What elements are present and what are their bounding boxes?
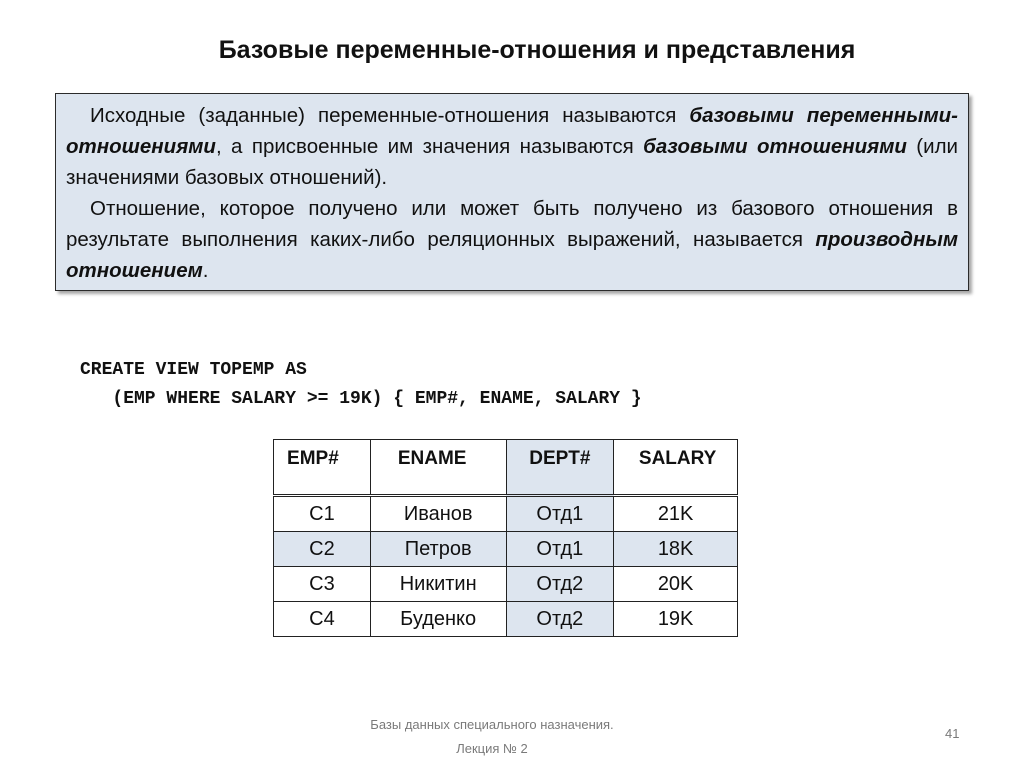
code-line: CREATE VIEW TOPEMP AS <box>80 360 307 380</box>
cell-emp-no: С1 <box>274 496 371 532</box>
cell-emp-no: С4 <box>274 602 371 637</box>
term-derived-relation: производным отношением <box>66 228 958 282</box>
cell-salary: 21K <box>614 496 738 532</box>
definition-text: , а присвоенные им значения называются <box>215 135 644 158</box>
code-line: (EMP WHERE SALARY >= 19K) { EMP#, ENAME, SALARY } <box>80 389 642 409</box>
slide-title: Базовые переменные-отношения и представления <box>218 36 856 64</box>
page-number: 41 <box>945 726 960 741</box>
cell-emp-no: С3 <box>274 567 371 602</box>
cell-emp-no: С2 <box>274 532 371 567</box>
cell-dept-no: Отд2 <box>506 567 614 602</box>
term-base-relvars: базовыми переменными-отношениями <box>66 104 958 158</box>
table-row <box>274 496 738 532</box>
header-ename: ENAME <box>370 440 506 496</box>
cell-dept-no: Отд2 <box>506 602 614 637</box>
table-row <box>274 567 738 602</box>
definition-paragraph-derived <box>66 193 958 286</box>
cell-ename: Буденко <box>370 602 506 637</box>
cell-dept-no: Отд1 <box>506 532 614 567</box>
header-salary: SALARY <box>614 440 738 496</box>
definition-text: Отношение, которое получено или может быть получено из базового отношения в результате выполнения каких-либо реляционных выражений, называется <box>66 197 958 251</box>
footer-course-title: Базы данных специального назначения. <box>370 717 614 732</box>
header-dept-no: DEPT# <box>506 440 614 496</box>
table-row <box>274 602 738 637</box>
code-block <box>80 356 642 414</box>
cell-salary: 20K <box>614 567 738 602</box>
header-emp-no: EMP# <box>274 440 371 496</box>
table-header-row <box>274 440 738 496</box>
employee-table <box>273 439 738 637</box>
definition-paragraph-base <box>66 100 958 193</box>
cell-ename: Никитин <box>370 567 506 602</box>
term-base-relations: базовыми отношениями <box>643 135 907 158</box>
footer-lecture-number: Лекция № 2 <box>456 741 528 756</box>
definition-text: (или значениями базовых отношений). <box>66 135 958 189</box>
cell-salary: 19K <box>614 602 738 637</box>
cell-salary: 18K <box>614 532 738 567</box>
cell-ename: Иванов <box>370 496 506 532</box>
cell-dept-no: Отд1 <box>506 496 614 532</box>
cell-ename: Петров <box>370 532 506 567</box>
table-row <box>274 532 738 567</box>
slide-footer <box>0 713 1024 761</box>
definition-text: Исходные (заданные) переменные-отношения называются <box>90 104 690 127</box>
definition-box <box>55 93 969 291</box>
definition-text: . <box>202 259 209 282</box>
